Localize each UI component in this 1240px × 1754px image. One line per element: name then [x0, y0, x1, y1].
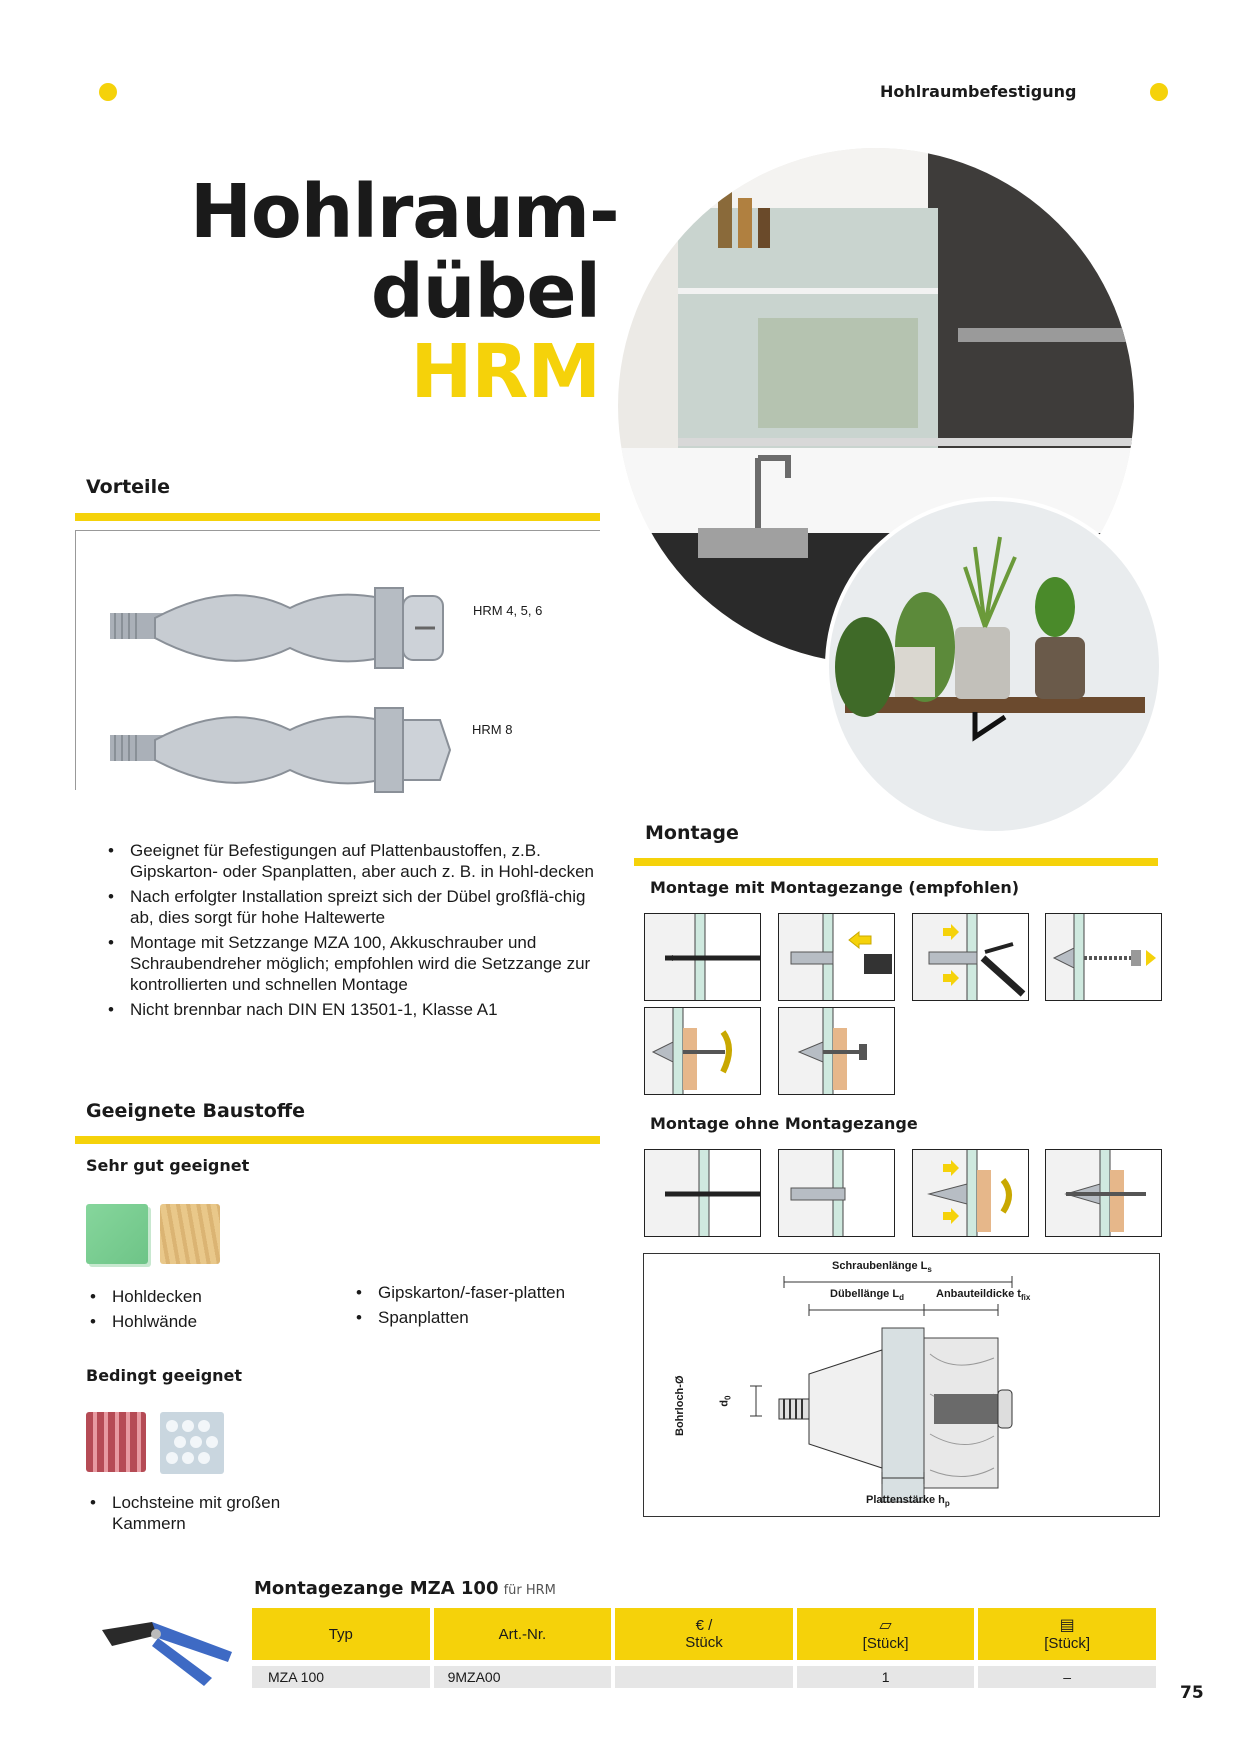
header-type: Typ: [252, 1608, 430, 1660]
header-article: Art.-Nr.: [434, 1608, 612, 1660]
step-finished-no-tool: [1045, 1149, 1162, 1237]
sehr-gut-list-2: [352, 1282, 572, 1332]
single-box-icon: ▱: [879, 1616, 892, 1634]
step-screw-in: [1045, 913, 1162, 1001]
header-carton-qty: ▤ [Stück]: [978, 1608, 1156, 1660]
bedingt-list: [86, 1492, 316, 1538]
product-subtitle: für HRM: [503, 1583, 556, 1598]
drill-hole-label: Bohrloch-Ø: [674, 1375, 686, 1436]
screw-length-label: Schraubenlänge $L_s$: [832, 1260, 932, 1275]
board-thickness-label: Plattenstärke $h_p$: [866, 1494, 950, 1509]
rivet-pliers-image: [92, 1600, 242, 1690]
cell-box-qty: 1: [797, 1666, 975, 1688]
baustoffe-divider: [75, 1136, 600, 1144]
aerated-block-swatch: [160, 1412, 224, 1474]
list-item: • Gipskarton/-faser-platten: [352, 1282, 572, 1303]
step-insert-no-tool: [778, 1149, 895, 1237]
step-drill-no-tool: [644, 1149, 761, 1237]
vorteile-divider: [75, 513, 600, 521]
vorteile-heading: Vorteile: [86, 476, 170, 498]
list-item: • Lochsteine mit großen Kammern: [86, 1492, 316, 1534]
anchor-hrm-8-label: HRM 8: [472, 722, 513, 737]
list-item: • Nach erfolgter Installation spreizt sich der Dübel großflä-chig ab, dies sorgt für hohe Haltewerte: [104, 886, 604, 928]
header-box-qty: ▱ [Stück]: [797, 1608, 975, 1660]
step-set-with-tool: [912, 913, 1029, 1001]
vorteile-vertical-rule: [75, 530, 76, 790]
product-table: [248, 1608, 1160, 1688]
page-number: 75: [1180, 1683, 1204, 1703]
vorteile-list: [104, 840, 604, 1024]
sehr-gut-list-1: [86, 1286, 316, 1336]
drill-symbol-label: $d_0$: [718, 1395, 733, 1407]
montage-heading: Montage: [645, 822, 739, 844]
step-fixture-turn: [644, 1007, 761, 1095]
montage-without-tool-heading: Montage ohne Montagezange: [650, 1114, 918, 1133]
step-finished: [778, 1007, 895, 1095]
section-label: Hohlraumbefestigung: [880, 82, 1077, 101]
table-row: [252, 1666, 1156, 1688]
montage-with-tool-heading: Montage mit Montagezange (empfohlen): [650, 878, 1020, 897]
product-table-title: [254, 1578, 556, 1599]
header-dot-left: [99, 83, 117, 101]
header-dot-right: [1150, 83, 1168, 101]
gypsum-board-swatch: [86, 1204, 148, 1264]
cell-carton-qty: –: [978, 1666, 1156, 1688]
anchor-hrm-small-image: [110, 568, 460, 688]
page-title: [190, 169, 619, 415]
list-item: • Geeignet für Befestigungen auf Plattenbaustoffen, z.B. Gipskarton- oder Spanplatten, aber auch z. B. in Hohl-decken: [104, 840, 604, 882]
step-drill: [644, 913, 761, 1001]
anchor-hrm-small-label: HRM 4, 5, 6: [473, 603, 543, 618]
list-item: • Spanplatten: [352, 1307, 572, 1328]
title-line-1: Hohlraum-: [190, 169, 619, 255]
carton-box-icon: ▤: [1059, 1616, 1075, 1634]
header-price: € / Stück: [615, 1608, 793, 1660]
bedingt-heading: Bedingt geeignet: [86, 1366, 243, 1385]
shelf-plants-photo: [825, 497, 1163, 835]
list-item: • Nicht brennbar nach DIN EN 13501-1, Klasse A1: [104, 999, 604, 1020]
list-item: • Hohldecken: [86, 1286, 316, 1307]
cell-article: 9MZA00: [434, 1666, 612, 1688]
baustoffe-heading: Geeignete Baustoffe: [86, 1100, 306, 1122]
chipboard-swatch: [160, 1204, 220, 1264]
step-insert: [778, 913, 895, 1001]
sehr-gut-heading: Sehr gut geeignet: [86, 1156, 250, 1175]
title-line-3: HRM: [410, 329, 600, 415]
anchor-length-label: Dübellänge $L_d$: [830, 1288, 904, 1303]
title-line-2: dübel: [370, 249, 600, 335]
table-header-row: [252, 1608, 1156, 1660]
fixture-thickness-label: Anbauteildicke $t_{fix}$: [936, 1288, 1031, 1303]
cell-type: MZA 100: [252, 1666, 430, 1688]
cell-price: [615, 1666, 793, 1688]
list-item: • Montage mit Setzzange MZA 100, Akkuschrauber und Schraubendreher möglich; empfohlen wird die Setzzange zur kontrollierten und schnellen Montage: [104, 932, 604, 995]
dimension-diagram: [643, 1253, 1160, 1517]
vorteile-thin-rule: [75, 530, 600, 531]
montage-divider: [634, 858, 1158, 866]
anchor-hrm-8-image: [110, 690, 460, 810]
product-name: Montagezange MZA 100: [254, 1578, 499, 1599]
perforated-brick-swatch: [86, 1412, 146, 1472]
step-screw-no-tool: [912, 1149, 1029, 1237]
list-item: • Hohlwände: [86, 1311, 316, 1332]
